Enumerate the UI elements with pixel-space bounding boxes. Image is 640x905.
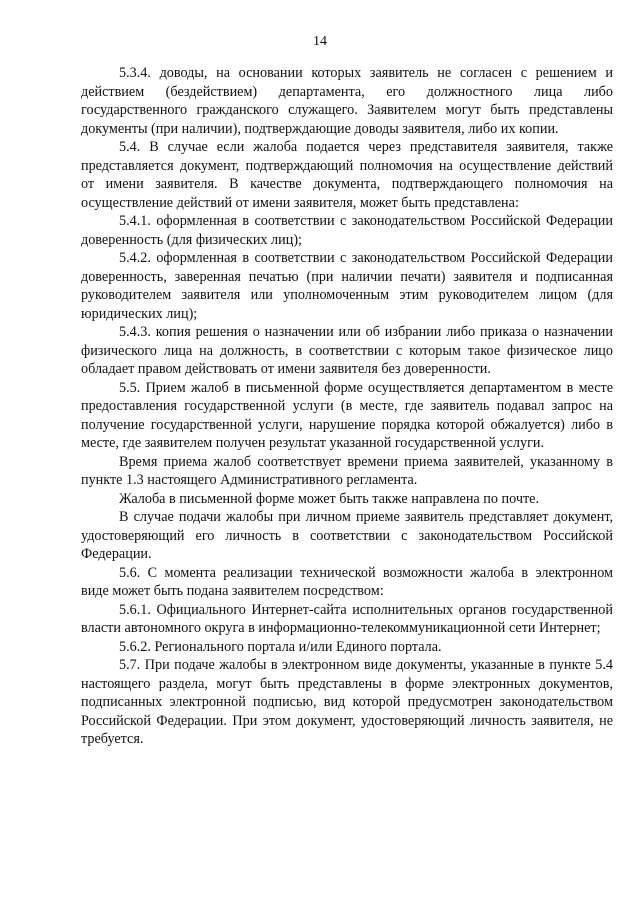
paragraph-mail: Жалоба в письменной форме может быть также направлена по почте. xyxy=(119,490,540,507)
paragraph-personal-reception: В случае подачи жалобы при личном приеме заявитель представляет документ, удостоверяющий его личность в соответствии с законодательством Российской Федерации. xyxy=(81,509,613,562)
page-number: 14 xyxy=(313,34,327,49)
paragraph-5-6: 5.6. С момента реализации технической возможности жалоба в электронном виде может быть подана заявителем посредством: xyxy=(81,564,613,599)
paragraph-5-4-1: 5.4.1. оформленная в соответствии с законодательством Российской Федерации доверенность (для физических лиц); xyxy=(81,213,613,248)
paragraph-5-5: 5.5. Прием жалоб в письменной форме осуществляется департаментом в месте предоставления государственной услуги (в месте, где заявитель подавал запрос на получение государственной услуги, нарушение порядка которой обжалуется) либо в месте, где заявителем получен результат указанной государственной услуги. xyxy=(81,379,613,451)
paragraph-5-7: 5.7. При подаче жалобы в электронном виде документы, указанные в пункте 5.4 настоящего раздела, могут быть представлены в форме электронных документов, подписанных электронной подписью, вид которой предусмотрен законодательством Российской Федерации. При этом документ, удостоверяющий личность заявителя, не требуется. xyxy=(81,657,613,747)
document-body xyxy=(81,64,613,749)
paragraph-5-6-1: 5.6.1. Официального Интернет-сайта исполнительных органов государственной власти автономного округа в информационно-телекоммуникационной сети Интернет; xyxy=(81,601,613,636)
paragraph-5-4-2: 5.4.2. оформленная в соответствии с законодательством Российской Федерации доверенность, заверенная печатью (при наличии печати) заявителя и подписанная руководителем заявителя или уполномоченным этим руководителем лицом (для юридических лиц); xyxy=(81,250,613,322)
paragraph-5-4-3: 5.4.3. копия решения о назначении или об избрании либо приказа о назначении физического лица на должность, в соответствии с которым такое физическое лицо обладает правом действовать от имени заявителя без доверенности. xyxy=(81,324,613,377)
paragraph-5-6-2: 5.6.2. Регионального портала и/или Единого портала. xyxy=(119,638,442,655)
paragraph-reception-time: Время приема жалоб соответствует времени приема заявителей, указанному в пункте 1.3 настоящего Административного регламента. xyxy=(81,453,613,488)
paragraph-5-4: 5.4. В случае если жалоба подается через представителя заявителя, также представляется документ, подтверждающий полномочия на осуществление действий от имени заявителя. В качестве документа, подтверждающего полномочия на осуществление действий от имени заявителя, может быть представлена: xyxy=(81,139,613,211)
paragraph-5-3-4: 5.3.4. доводы, на основании которых заявитель не согласен с решением и действием (бездействием) департамента, его должностного лица либо государственного гражданского служащего. Заявителем могут быть представлены документы (при наличии), подтверждающие доводы заявителя, либо их копии. xyxy=(81,65,613,137)
